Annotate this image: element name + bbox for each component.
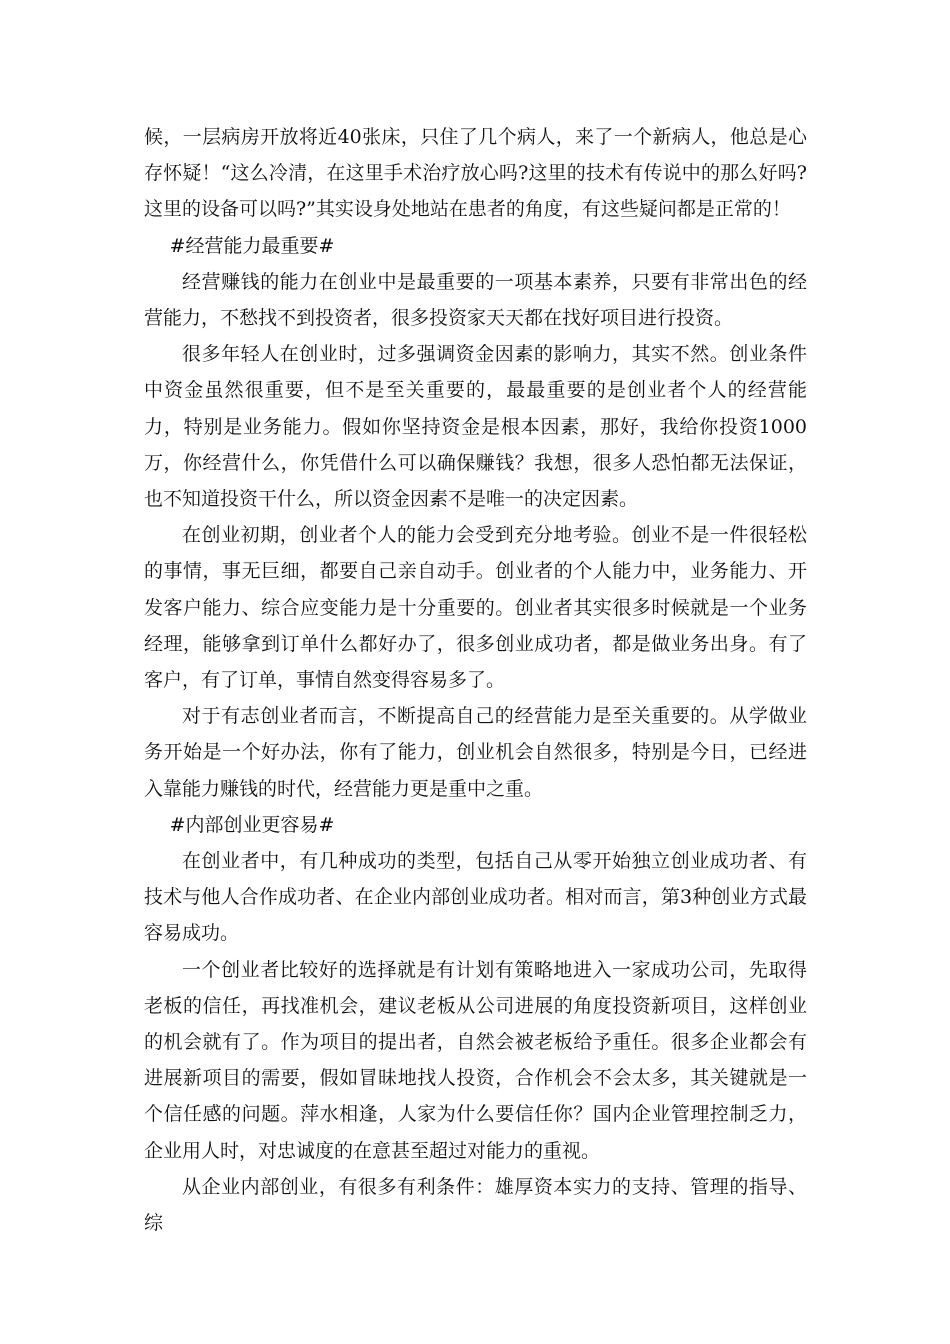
paragraph: 一个创业者比较好的选择就是有计划有策略地进入一家成功公司，先取得老板的信任，再找准机会，建议老板从公司进展的角度投资新项目，这样创业的机会就有了。作为项目的提出者，自然会被老板给予重任。很多企业都会有进展新项目的需要，假如冒昧地找人投资，合作机会不会太多，其关键就是一个信任感的问题。萍水相逢，人家为什么要信任你？国内企业管理控制乏力，企业用人时，对忠诚度的在意甚至超过对能力的重视。 xyxy=(144,958,807,1162)
paragraph: 经营赚钱的能力在创业中是最重要的一项基本素养，只要有非常出色的经营能力，不愁找不到投资者，很多投资家天天都在找好项目进行投资。 xyxy=(144,270,807,330)
paragraph: 从企业内部创业，有很多有利条件：雄厚资本实力的支持、管理的指导、综 xyxy=(144,1175,807,1235)
section-heading: #经营能力最重要# xyxy=(169,234,335,257)
paragraph: 候，一层病房开放将近40张床，只住了几个病人，来了一个新病人，他总是心存怀疑！“这么冷清，在这里手术治疗放心吗?这里的技术有传说中的那么好吗?这里的设备可以吗?”其实设身处地站在患者的角度，有这些疑问都是正常的！ xyxy=(144,126,807,221)
section-heading: #内部创业更容易# xyxy=(169,813,335,836)
paragraph: 对于有志创业者而言，不断提高自己的经营能力是至关重要的。从学做业务开始是一个好办法，你有了能力，创业机会自然很多，特别是今日，已经进入靠能力赚钱的时代，经营能力更是重中之重。 xyxy=(144,705,807,800)
paragraph: 在创业者中，有几种成功的类型，包括自己从零开始独立创业成功者、有技术与他人合作成功者、在企业内部创业成功者。相对而言，第3种创业方式最容易成功。 xyxy=(144,850,807,945)
paragraph: 很多年轻人在创业时，过多强调资金因素的影响力，其实不然。创业条件中资金虽然很重要，但不是至关重要的，最最重要的是创业者个人的经营能力，特别是业务能力。假如你坚持资金是根本因素，那好，我给你投资1000万，你经营什么，你凭借什么可以确保赚钱？我想，很多人恐怕都无法保证，也不知道投资干什么，所以资金因素不是唯一的决定因素。 xyxy=(144,343,807,511)
paragraph: 在创业初期，创业者个人的能力会受到充分地考验。创业不是一件很轻松的事情，事无巨细，都要自己亲自动手。创业者的个人能力中，业务能力、开发客户能力、综合应变能力是十分重要的。创业者其实很多时候就是一个业务经理，能够拿到订单什么都好办了，很多创业成功者，都是做业务出身。有了客户，有了订单，事情自然变得容易多了。 xyxy=(144,524,807,692)
document-page xyxy=(144,119,807,1241)
